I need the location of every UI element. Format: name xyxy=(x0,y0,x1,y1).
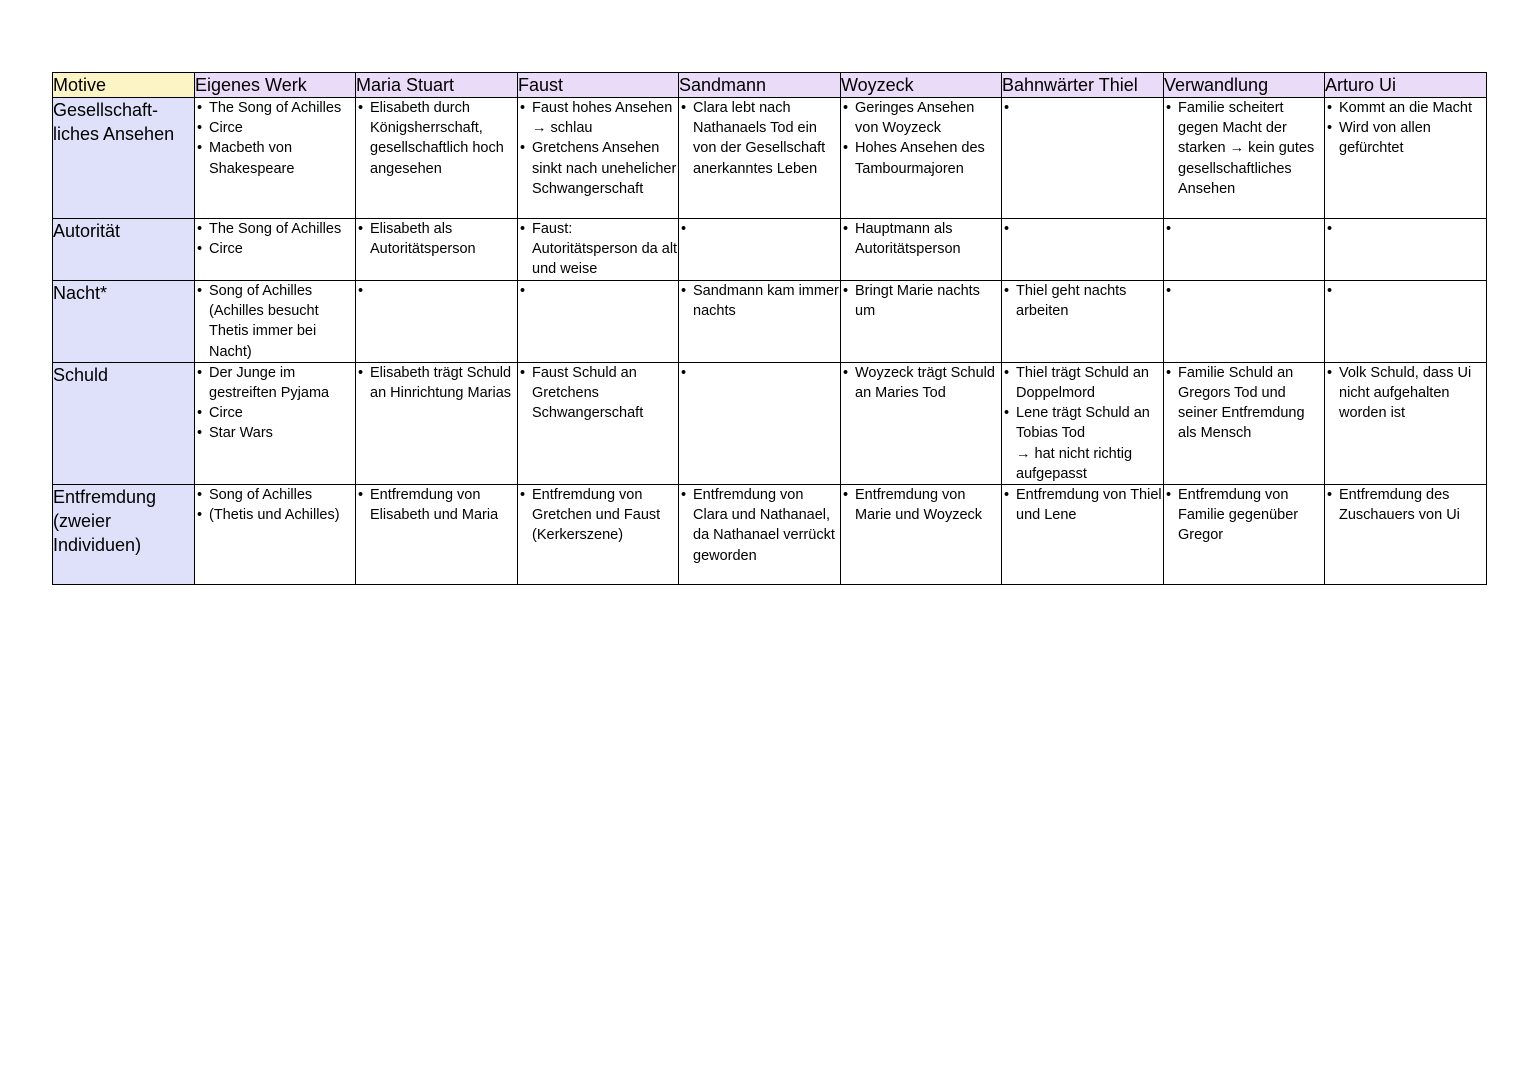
bullet-list xyxy=(1325,219,1486,239)
cell-nacht-arturo-ui xyxy=(1325,281,1487,363)
bullet-list xyxy=(841,281,1001,321)
table-row-gesellschaftliches-ansehen xyxy=(53,98,1487,219)
cell-nacht-bahnwaerter-thiel xyxy=(1002,281,1164,363)
bullet-list xyxy=(1325,485,1486,525)
bullet-list xyxy=(356,485,517,525)
bullet-list xyxy=(518,363,678,424)
bullet-list xyxy=(195,219,355,259)
bullet-item: • Entfremdung des Zuschauers von Ui xyxy=(1339,485,1486,525)
bullet-item xyxy=(1339,281,1486,301)
bullet-item: • Gretchens Ansehen sinkt nach unehelicher Schwangerschaft xyxy=(532,138,678,199)
bullet-list xyxy=(1325,363,1486,424)
bullet-list xyxy=(195,485,355,525)
bullet-item: • Thiel trägt Schuld an Doppelmord xyxy=(1016,363,1163,403)
bullet-list xyxy=(841,219,1001,259)
cell-autoritaet-faust xyxy=(518,219,679,281)
bullet-item: • Bringt Marie nachts um xyxy=(855,281,1001,321)
bullet-list xyxy=(518,98,678,199)
cell-autoritaet-verwandlung xyxy=(1164,219,1325,281)
bullet-item: • Faust hohes Ansehen → schlau xyxy=(532,98,678,138)
bullet-item: • Thiel geht nachts arbeiten xyxy=(1016,281,1163,321)
bullet-list xyxy=(195,281,355,362)
bullet-item: • Elisabeth als Autoritätsperson xyxy=(370,219,517,259)
row-header-nacht: Nacht* xyxy=(53,281,195,363)
row-header-entfremdung: Entfremdung (zweier Individuen) xyxy=(53,485,195,585)
bullet-list xyxy=(1164,485,1324,546)
table-row-schuld xyxy=(53,362,1487,484)
row-header-autoritaet: Autorität xyxy=(53,219,195,281)
bullet-item: • Kommt an die Macht xyxy=(1339,98,1486,118)
bullet-item: • The Song of Achilles xyxy=(209,219,355,239)
bullet-list xyxy=(841,485,1001,525)
bullet-item: • Song of Achilles (Achilles besucht Thetis immer bei Nacht) xyxy=(209,281,355,362)
cell-entfremdung-arturo-ui xyxy=(1325,485,1487,585)
bullet-item: • Familie scheitert gegen Macht der starken → kein gutes gesellschaftliches Ansehen xyxy=(1178,98,1324,199)
bullet-list xyxy=(518,219,678,280)
bullet-item: • Entfremdung von Thiel und Lene xyxy=(1016,485,1163,525)
cell-schuld-arturo-ui xyxy=(1325,362,1487,484)
bullet-list xyxy=(841,98,1001,179)
bullet-list xyxy=(1002,98,1163,118)
bullet-list xyxy=(679,98,840,179)
bullet-list xyxy=(195,363,355,444)
bullet-item: • Familie Schuld an Gregors Tod und seiner Entfremdung als Mensch xyxy=(1178,363,1324,444)
cell-gesellschaftliches-ansehen-maria-stuart xyxy=(356,98,518,219)
column-header-verwandlung: Verwandlung xyxy=(1164,73,1325,98)
bullet-item: • Der Junge im gestreiften Pyjama xyxy=(209,363,355,403)
bullet-item xyxy=(693,219,840,239)
cell-entfremdung-eigenes-werk xyxy=(195,485,356,585)
bullet-item xyxy=(1339,219,1486,239)
bullet-list xyxy=(1164,363,1324,444)
cell-entfremdung-faust xyxy=(518,485,679,585)
cell-nacht-maria-stuart xyxy=(356,281,518,363)
cell-schuld-bahnwaerter-thiel xyxy=(1002,362,1164,484)
bullet-list xyxy=(356,219,517,259)
table-row-entfremdung xyxy=(53,485,1487,585)
bullet-item: • The Song of Achilles xyxy=(209,98,355,118)
bullet-item: • Faust Schuld an Gretchens Schwangerschaft xyxy=(532,363,678,424)
cell-autoritaet-maria-stuart xyxy=(356,219,518,281)
bullet-item: • Sandmann kam immer nachts xyxy=(693,281,840,321)
bullet-item: • Lene trägt Schuld an Tobias Tod → hat nicht richtig aufgepasst xyxy=(1016,403,1163,484)
bullet-item: • Entfremdung von Gretchen und Faust (Kerkerszene) xyxy=(532,485,678,546)
bullet-list xyxy=(679,281,840,321)
bullet-item: • Entfremdung von Clara und Nathanael, da Nathanael verrückt geworden xyxy=(693,485,840,566)
cell-gesellschaftliches-ansehen-sandmann xyxy=(679,98,841,219)
bullet-list xyxy=(1002,485,1163,525)
bullet-item: • Star Wars xyxy=(209,423,355,443)
cell-schuld-faust xyxy=(518,362,679,484)
bullet-item: • Song of Achilles xyxy=(209,485,355,505)
bullet-item: • Entfremdung von Elisabeth und Maria xyxy=(370,485,517,525)
bullet-list xyxy=(1164,219,1324,239)
cell-gesellschaftliches-ansehen-arturo-ui xyxy=(1325,98,1487,219)
column-header-faust: Faust xyxy=(518,73,679,98)
bullet-item: • Elisabeth trägt Schuld an Hinrichtung Marias xyxy=(370,363,517,403)
cell-gesellschaftliches-ansehen-bahnwaerter-thiel xyxy=(1002,98,1164,219)
cell-schuld-woyzeck xyxy=(841,362,1002,484)
bullet-item: • Circe xyxy=(209,403,355,423)
cell-entfremdung-woyzeck xyxy=(841,485,1002,585)
cell-nacht-eigenes-werk xyxy=(195,281,356,363)
cell-nacht-faust xyxy=(518,281,679,363)
bullet-item: • Entfremdung von Marie und Woyzeck xyxy=(855,485,1001,525)
bullet-item: • Faust: Autoritätsperson da alt und weise xyxy=(532,219,678,280)
bullet-item xyxy=(693,363,840,383)
bullet-item: • Volk Schuld, dass Ui nicht aufgehalten worden ist xyxy=(1339,363,1486,424)
cell-autoritaet-sandmann xyxy=(679,219,841,281)
cell-schuld-eigenes-werk xyxy=(195,362,356,484)
bullet-list xyxy=(841,363,1001,403)
bullet-item xyxy=(1016,219,1163,239)
bullet-item xyxy=(1016,98,1163,118)
bullet-item: • Circe xyxy=(209,118,355,138)
bullet-list xyxy=(679,219,840,239)
cell-entfremdung-bahnwaerter-thiel xyxy=(1002,485,1164,585)
bullet-list xyxy=(679,363,840,383)
bullet-item: • Wird von allen gefürchtet xyxy=(1339,118,1486,158)
bullet-list xyxy=(1002,281,1163,321)
cell-gesellschaftliches-ansehen-woyzeck xyxy=(841,98,1002,219)
column-header-bahnwaerter-thiel: Bahnwärter Thiel xyxy=(1002,73,1164,98)
bullet-list xyxy=(518,281,678,301)
bullet-item: • Woyzeck trägt Schuld an Maries Tod xyxy=(855,363,1001,403)
bullet-item: • Macbeth von Shakespeare xyxy=(209,138,355,178)
column-header-sandmann: Sandmann xyxy=(679,73,841,98)
bullet-item: • Clara lebt nach Nathanaels Tod ein von der Gesellschaft anerkanntes Leben xyxy=(693,98,840,179)
cell-entfremdung-maria-stuart xyxy=(356,485,518,585)
cell-nacht-verwandlung xyxy=(1164,281,1325,363)
bullet-item: • Hohes Ansehen des Tambourmajoren xyxy=(855,138,1001,178)
cell-schuld-sandmann xyxy=(679,362,841,484)
bullet-item: • Geringes Ansehen von Woyzeck xyxy=(855,98,1001,138)
column-header-motive: Motive xyxy=(53,73,195,98)
bullet-list xyxy=(1164,98,1324,199)
cell-gesellschaftliches-ansehen-eigenes-werk xyxy=(195,98,356,219)
bullet-item xyxy=(532,281,678,301)
bullet-item: • Elisabeth durch Königsherrschaft, gesellschaftlich hoch angesehen xyxy=(370,98,517,179)
header-row xyxy=(53,73,1487,98)
row-header-gesellschaftliches-ansehen: Gesellschaft- liches Ansehen xyxy=(53,98,195,219)
cell-autoritaet-arturo-ui xyxy=(1325,219,1487,281)
cell-entfremdung-sandmann xyxy=(679,485,841,585)
cell-autoritaet-woyzeck xyxy=(841,219,1002,281)
cell-nacht-sandmann xyxy=(679,281,841,363)
table-row-nacht xyxy=(53,281,1487,363)
motive-table xyxy=(52,72,1487,585)
column-header-arturo-ui: Arturo Ui xyxy=(1325,73,1487,98)
bullet-list xyxy=(1325,281,1486,301)
column-header-maria-stuart: Maria Stuart xyxy=(356,73,518,98)
cell-schuld-verwandlung xyxy=(1164,362,1325,484)
bullet-item: • Circe xyxy=(209,239,355,259)
bullet-list xyxy=(1002,219,1163,239)
bullet-list xyxy=(1002,363,1163,484)
bullet-item xyxy=(1178,219,1324,239)
cell-autoritaet-eigenes-werk xyxy=(195,219,356,281)
bullet-item: • Entfremdung von Familie gegenüber Gregor xyxy=(1178,485,1324,546)
bullet-item xyxy=(370,281,517,301)
cell-gesellschaftliches-ansehen-faust xyxy=(518,98,679,219)
table-row-autoritaet xyxy=(53,219,1487,281)
bullet-list xyxy=(356,363,517,403)
bullet-item: • Hauptmann als Autoritätsperson xyxy=(855,219,1001,259)
bullet-list xyxy=(518,485,678,546)
bullet-list xyxy=(1164,281,1324,301)
bullet-list xyxy=(356,98,517,179)
bullet-list xyxy=(356,281,517,301)
bullet-list xyxy=(1325,98,1486,159)
bullet-item xyxy=(1178,281,1324,301)
column-header-woyzeck: Woyzeck xyxy=(841,73,1002,98)
table-body xyxy=(53,98,1487,585)
cell-nacht-woyzeck xyxy=(841,281,1002,363)
column-header-eigenes-werk: Eigenes Werk xyxy=(195,73,356,98)
cell-schuld-maria-stuart xyxy=(356,362,518,484)
bullet-item: • (Thetis und Achilles) xyxy=(209,505,355,525)
row-header-schuld: Schuld xyxy=(53,362,195,484)
cell-entfremdung-verwandlung xyxy=(1164,485,1325,585)
bullet-list xyxy=(679,485,840,566)
bullet-list xyxy=(195,98,355,179)
cell-gesellschaftliches-ansehen-verwandlung xyxy=(1164,98,1325,219)
cell-autoritaet-bahnwaerter-thiel xyxy=(1002,219,1164,281)
